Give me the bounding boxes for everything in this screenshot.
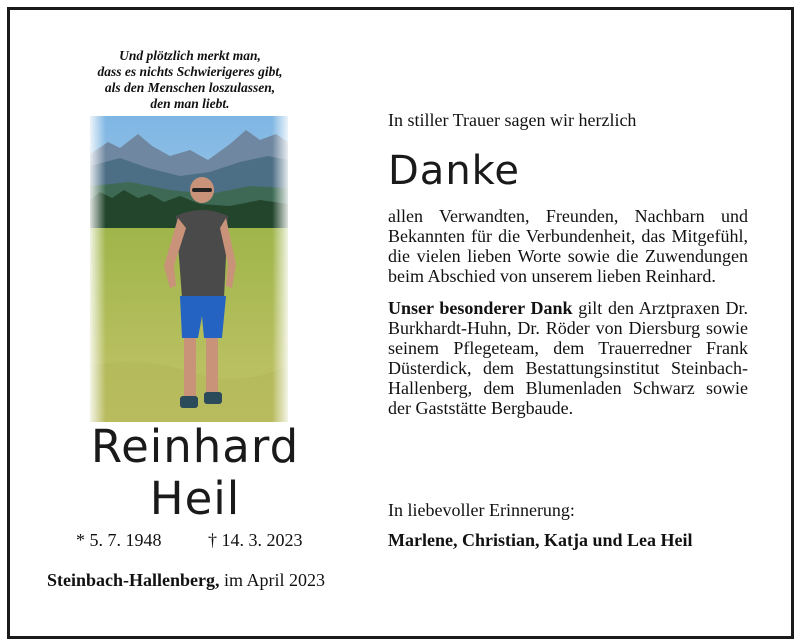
memorial-quote (60, 48, 320, 112)
portrait-photo (90, 116, 288, 422)
birth-date: * 5. 7. 1948 (76, 530, 162, 550)
place-and-date (47, 570, 325, 591)
quote-line: dass es nichts Schwierigeres gibt, (97, 64, 283, 79)
signers: Marlene, Christian, Katja und Lea Heil (388, 530, 693, 550)
portrait-photo-image (90, 116, 288, 422)
death-date: † 14. 3. 2023 (208, 530, 303, 550)
quote-line: den man liebt. (150, 96, 230, 111)
thanks-headline: Danke (388, 148, 521, 194)
quote-line: als den Menschen loszulassen, (104, 80, 276, 95)
thanks-intro: In stiller Trauer sagen wir herzlich (388, 110, 637, 130)
deceased-last-name: Heil (149, 472, 241, 525)
special-thanks-lead: Unser besonderer Dank (388, 298, 573, 318)
closing-line: In liebevoller Erinnerung: (388, 500, 575, 520)
place-town: Steinbach-Hallenberg, (47, 570, 220, 590)
special-thanks-text: gilt den Arztpraxen Dr. Burkhardt-Huhn, Dr. Röder von Diersburg sowie seinem Pflegeteam, dem Trauerredner Frank Düsterdick, dem Bestattungsinstitut Steinbach-Hallenberg, dem Blumenladen Schwarz sowie der Gaststätte Bergbaude. (388, 298, 748, 418)
thanks-paragraph-1: allen Verwandten, Freunden, Nachbarn und Bekannten für die Verbundenheit, das Mitgefühl, die vielen lieben Worte sowie die Zuwendungen beim Abschied von unserem lieben Reinhard. (388, 206, 748, 286)
place-date: im April 2023 (219, 570, 326, 590)
deceased-first-name: Reinhard (90, 420, 300, 473)
quote-line: Und plötzlich merkt man, (119, 48, 261, 63)
thanks-paragraph-2 (388, 298, 748, 418)
